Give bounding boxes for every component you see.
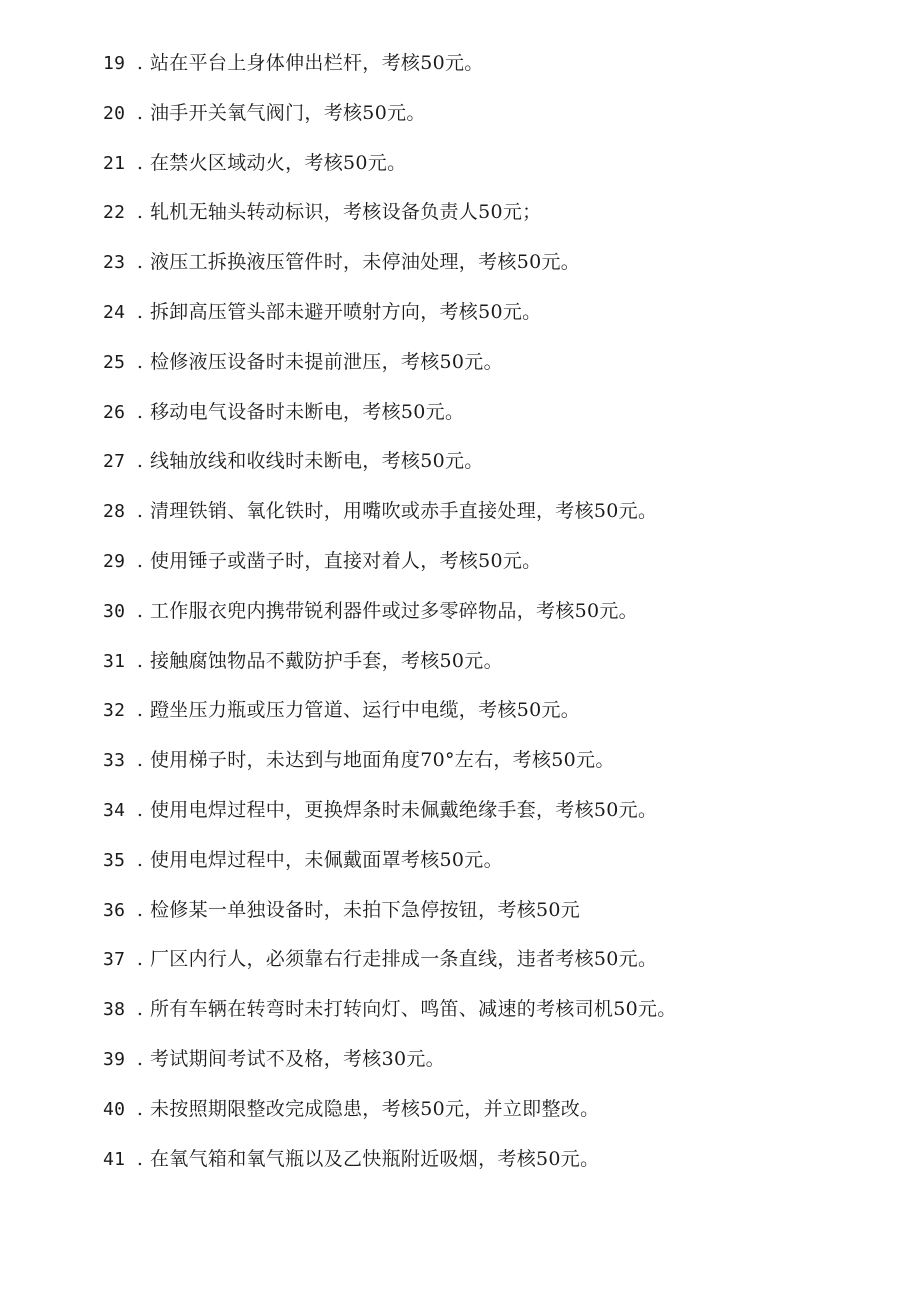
rule-number: 36 bbox=[103, 899, 126, 921]
list-item bbox=[103, 644, 677, 694]
rule-number: 39 bbox=[103, 1048, 126, 1070]
list-item bbox=[103, 245, 677, 295]
rule-separator: . bbox=[136, 998, 144, 1021]
list-item bbox=[103, 594, 677, 644]
rule-text: 未按照期限整改完成隐患，考核50元，并立即整改。 bbox=[150, 1097, 600, 1120]
rule-number: 23 bbox=[103, 252, 126, 274]
rule-number: 31 bbox=[103, 650, 126, 672]
rule-text: 油手开关氧气阀门，考核50元。 bbox=[150, 101, 426, 124]
list-item bbox=[103, 494, 677, 544]
rule-separator: . bbox=[136, 599, 144, 622]
rule-number: 26 bbox=[103, 401, 126, 423]
list-item bbox=[103, 992, 677, 1042]
list-item bbox=[103, 942, 677, 992]
rule-text: 使用电焊过程中，更换焊条时未佩戴绝缘手套，考核50元。 bbox=[150, 798, 658, 821]
list-item bbox=[103, 295, 677, 345]
list-item bbox=[103, 693, 677, 743]
list-item bbox=[103, 395, 677, 445]
list-item bbox=[103, 1092, 677, 1142]
rule-text: 线轴放线和收线时未断电，考核50元。 bbox=[150, 450, 484, 473]
rule-separator: . bbox=[136, 251, 144, 274]
rule-text: 厂区内行人，必须靠右行走排成一条直线，违者考核50元。 bbox=[150, 948, 658, 971]
list-item bbox=[103, 1042, 677, 1092]
rule-text: 工作服衣兜内携带锐利器件或过多零碎物品，考核50元。 bbox=[150, 599, 638, 622]
rule-text: 拆卸高压管头部未避开喷射方向，考核50元。 bbox=[150, 300, 542, 323]
rule-text: 站在平台上身体伸出栏杆，考核50元。 bbox=[150, 52, 484, 74]
list-item bbox=[103, 743, 677, 793]
rule-text: 检修某一单独设备时，未拍下急停按钮，考核50元 bbox=[150, 898, 581, 921]
rule-number: 34 bbox=[103, 799, 126, 821]
rule-separator: . bbox=[136, 350, 144, 373]
rule-text: 使用电焊过程中，未佩戴面罩考核50元。 bbox=[150, 848, 503, 871]
rule-number: 37 bbox=[103, 949, 126, 971]
rule-number: 22 bbox=[103, 202, 126, 224]
rule-separator: . bbox=[136, 848, 144, 871]
rule-number: 40 bbox=[103, 1098, 126, 1120]
rule-text: 使用锤子或凿子时，直接对着人，考核50元。 bbox=[150, 549, 542, 572]
rule-number: 32 bbox=[103, 700, 126, 722]
rule-number: 19 bbox=[103, 53, 126, 74]
rule-number: 41 bbox=[103, 1148, 126, 1170]
rule-text: 检修液压设备时未提前泄压，考核50元。 bbox=[150, 350, 503, 373]
rule-separator: . bbox=[136, 1047, 144, 1070]
rule-text: 使用梯子时，未达到与地面角度70°左右，考核50元。 bbox=[150, 749, 615, 772]
list-item bbox=[103, 1142, 677, 1192]
rule-separator: . bbox=[136, 52, 144, 74]
list-item bbox=[103, 195, 677, 245]
list-item bbox=[103, 345, 677, 395]
list-item bbox=[103, 544, 677, 594]
rule-text: 在禁火区域动火，考核50元。 bbox=[150, 151, 407, 174]
rules-list bbox=[103, 46, 677, 1191]
rule-separator: . bbox=[136, 101, 144, 124]
list-item bbox=[103, 46, 677, 96]
rule-text: 考试期间考试不及格，考核30元。 bbox=[150, 1047, 445, 1070]
rule-number: 33 bbox=[103, 750, 126, 772]
rule-text: 移动电气设备时未断电，考核50元。 bbox=[150, 400, 465, 423]
rule-number: 27 bbox=[103, 451, 126, 473]
rule-number: 29 bbox=[103, 550, 126, 572]
rule-text: 轧机无轴头转动标识，考核设备负责人50元； bbox=[150, 201, 542, 224]
rule-separator: . bbox=[136, 948, 144, 971]
rule-text: 清理铁销、氧化铁时，用嘴吹或赤手直接处理，考核50元。 bbox=[150, 500, 658, 523]
rule-separator: . bbox=[136, 400, 144, 423]
rule-separator: . bbox=[136, 450, 144, 473]
list-item bbox=[103, 444, 677, 494]
rule-text: 所有车辆在转弯时未打转向灯、鸣笛、减速的考核司机50元。 bbox=[150, 998, 677, 1021]
rule-separator: . bbox=[136, 151, 144, 174]
rule-text: 蹬坐压力瓶或压力管道、运行中电缆，考核50元。 bbox=[150, 699, 581, 722]
rule-separator: . bbox=[136, 201, 144, 224]
rule-number: 25 bbox=[103, 351, 126, 373]
list-item bbox=[103, 96, 677, 146]
rule-separator: . bbox=[136, 649, 144, 672]
rule-number: 38 bbox=[103, 999, 126, 1021]
rule-separator: . bbox=[136, 500, 144, 523]
rule-separator: . bbox=[136, 549, 144, 572]
rule-number: 28 bbox=[103, 501, 126, 523]
rule-number: 35 bbox=[103, 849, 126, 871]
rule-number: 21 bbox=[103, 152, 126, 174]
rule-separator: . bbox=[136, 1147, 144, 1170]
rule-number: 24 bbox=[103, 301, 126, 323]
list-item bbox=[103, 843, 677, 893]
list-item bbox=[103, 793, 677, 843]
rule-separator: . bbox=[136, 300, 144, 323]
rule-separator: . bbox=[136, 749, 144, 772]
list-item bbox=[103, 146, 677, 196]
rule-separator: . bbox=[136, 1097, 144, 1120]
rule-number: 20 bbox=[103, 102, 126, 124]
rule-separator: . bbox=[136, 798, 144, 821]
rule-separator: . bbox=[136, 699, 144, 722]
rule-separator: . bbox=[136, 898, 144, 921]
list-item bbox=[103, 893, 677, 943]
rule-text: 液压工拆换液压管件时，未停油处理，考核50元。 bbox=[150, 251, 581, 274]
rule-number: 30 bbox=[103, 600, 126, 622]
rule-text: 在氧气箱和氧气瓶以及乙快瓶附近吸烟，考核50元。 bbox=[150, 1147, 600, 1170]
rule-text: 接触腐蚀物品不戴防护手套，考核50元。 bbox=[150, 649, 503, 672]
